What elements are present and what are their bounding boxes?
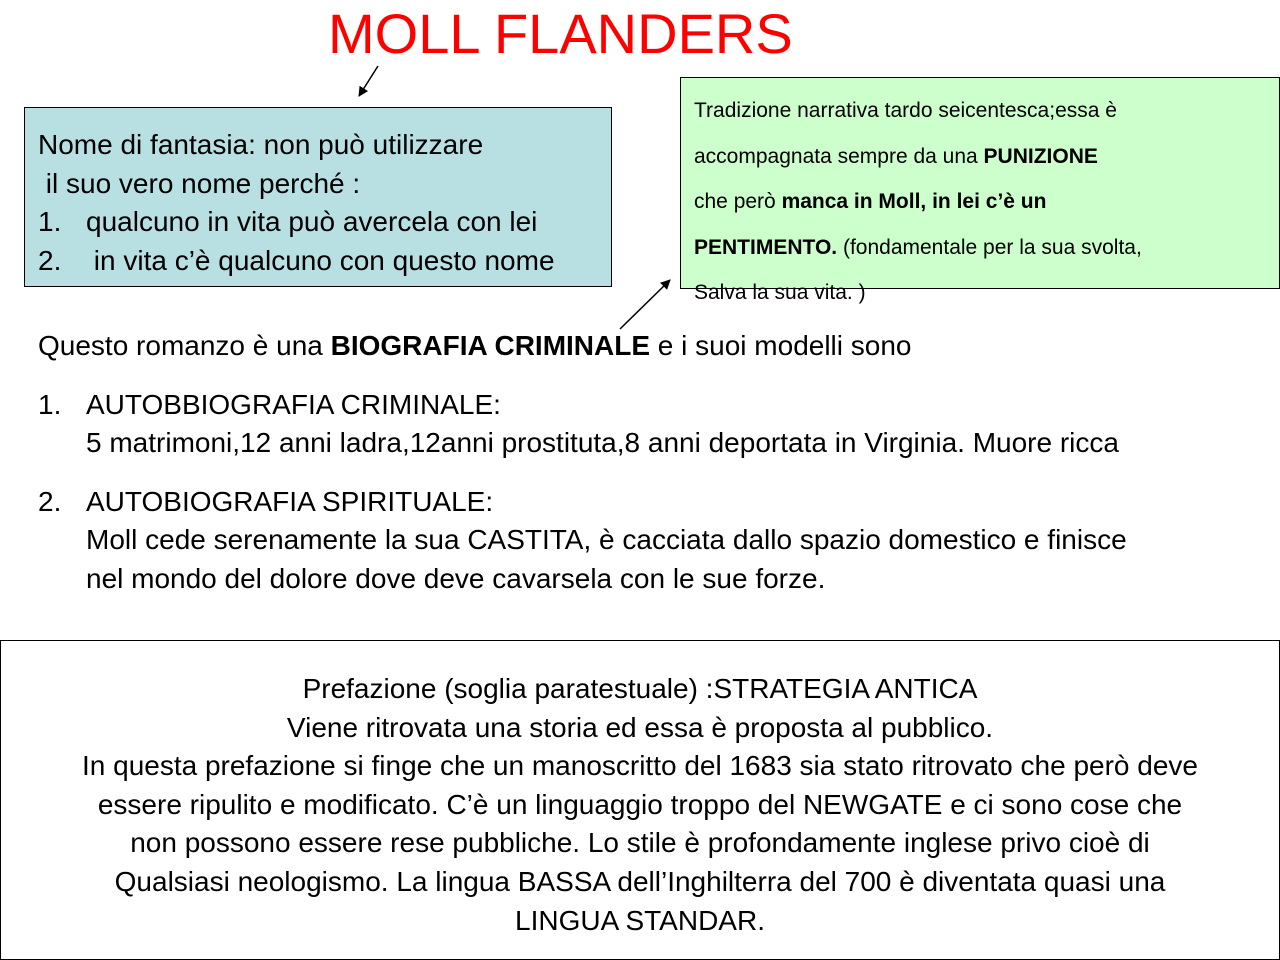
- arrow-title-to-name-box: [359, 66, 378, 96]
- model-heading: AUTOBIOGRAFIA SPIRITUALE:: [86, 485, 494, 517]
- model-item-2: [38, 483, 1278, 599]
- preface-line: LINGUA STANDAR.: [515, 904, 765, 936]
- preface-line: Prefazione (soglia paratestuale) :STRATEGIA ANTICA: [302, 673, 978, 704]
- preface-line: essere ripulito e modificato. C’è un linguaggio troppo del NEWGATE e ci sono cose che: [97, 788, 1183, 820]
- preface-line: Viene ritrovata una storia ed essa è proposta al pubblico.: [286, 711, 994, 743]
- name-box: [24, 107, 612, 287]
- tradition-line-3: che però manca in Moll, in lei c’è un: [694, 190, 1047, 213]
- model-heading: AUTOBBIOGRAFIA CRIMINALE:: [86, 388, 501, 420]
- model-detail: 5 matrimoni,12 anni ladra,12anni prostituta,8 anni deportata in Virginia. Muore ricca: [86, 427, 1119, 458]
- tradition-line-5: Salva la sua vita. ): [694, 281, 866, 304]
- page-title: MOLL FLANDERS: [328, 2, 793, 65]
- model-detail: nel mondo del dolore dove deve cavarsela con le sue forze.: [86, 562, 826, 594]
- manca-keyword: manca in Moll, in lei c’è un: [781, 190, 1047, 213]
- biografia-criminale-keyword: BIOGRAFIA CRIMINALE: [330, 330, 651, 361]
- punizione-keyword: PUNIZIONE: [983, 144, 1098, 168]
- name-box-line-2: il suo vero nome perché :: [45, 167, 361, 199]
- preface-line: non possono essere rese pubbliche. Lo stile è profondamente inglese privo cioè di: [130, 827, 1150, 859]
- list-number: 1.: [38, 206, 62, 237]
- intro-line: Questo romanzo è una BIOGRAFIA CRIMINALE e i suoi modelli sono: [38, 330, 912, 361]
- name-box-item-1: 1. qualcuno in vita può avercela con lei: [38, 203, 611, 242]
- model-item-1: [38, 386, 1278, 463]
- preface-line: In questa prefazione si finge che un manoscritto del 1683 sia stato ritrovato che però deve: [81, 750, 1198, 782]
- preface-line: Qualsiasi neologismo. La lingua BASSA dell’Inghilterra del 700 è diventata quasi una: [114, 865, 1166, 897]
- name-box-line-1: Nome di fantasia: non può utilizzare: [38, 129, 484, 160]
- tradition-line-1: Tradizione narrativa tardo seicentesca;essa è: [694, 99, 1117, 122]
- main-content: [38, 327, 1278, 598]
- name-box-item-2: 2. in vita c’è qualcuno con questo nome: [38, 242, 611, 281]
- list-number: 2.: [38, 244, 62, 276]
- tradition-box: [680, 77, 1280, 304]
- tradition-line-2: accompagnata sempre da una PUNIZIONE: [694, 144, 1098, 168]
- arrow-main-to-tradition-box: [620, 280, 670, 329]
- list-number: 2.: [38, 485, 62, 517]
- tradition-line-4: PENTIMENTO. (fondamentale per la sua svolta,: [694, 235, 1142, 259]
- preface-box: [0, 640, 1280, 960]
- model-detail: Moll cede serenamente la sua CASTITA, è cacciata dallo spazio domestico e finisce: [86, 524, 1127, 555]
- pentimento-keyword: PENTIMENTO.: [694, 235, 838, 259]
- list-number: 1.: [38, 388, 62, 420]
